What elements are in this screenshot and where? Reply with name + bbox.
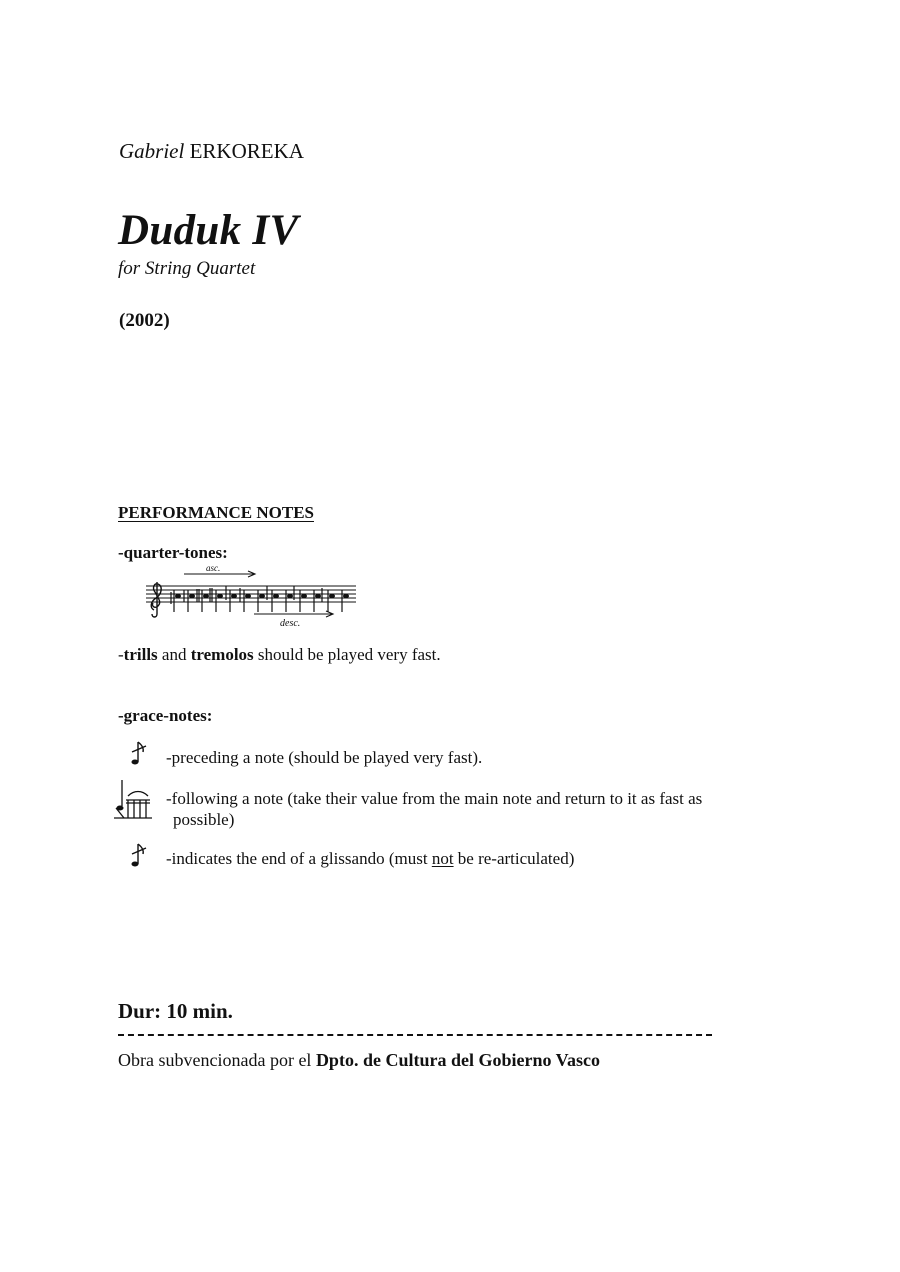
quarter-tones-asc-label: asc. xyxy=(206,563,221,573)
trills-word: trills xyxy=(123,645,158,664)
work-year: (2002) xyxy=(119,310,170,331)
performance-notes-heading: PERFORMANCE NOTES xyxy=(118,503,314,522)
funding-text: Obra subvencionada por el xyxy=(118,1050,316,1070)
composer-last-name: ERKOREKA xyxy=(189,139,304,163)
trills-suffix: should be played very fast. xyxy=(253,645,441,664)
work-title: Duduk IV xyxy=(118,207,299,254)
grace-note-preceding-text: -preceding a note (should be played very fast). xyxy=(166,748,483,767)
trills-and: and xyxy=(157,645,191,664)
grace-note-following-icon xyxy=(112,778,154,824)
dashed-divider xyxy=(118,1034,712,1036)
quarter-tones-label: -quarter-tones: xyxy=(118,543,228,562)
quarter-tones-desc-label: desc. xyxy=(280,618,301,629)
glissando-text-start: -indicates the end of a glissando (must xyxy=(166,849,432,868)
funding-note xyxy=(118,1050,600,1071)
grace-notes-label: -grace-notes: xyxy=(118,706,213,725)
trills-tremolos-note xyxy=(118,645,441,665)
composer-name xyxy=(119,139,304,164)
work-subtitle: for String Quartet xyxy=(118,258,256,279)
duration: Dur: 10 min. xyxy=(118,999,233,1023)
grace-note-glissando-end-icon xyxy=(126,840,152,870)
glissando-text-emphasis: not xyxy=(431,849,454,868)
grace-note-preceding-icon xyxy=(126,738,152,768)
grace-note-glissando-text xyxy=(166,848,574,869)
grace-note-following-line2: possible) xyxy=(173,810,235,829)
quarter-tones-staff-icon xyxy=(136,562,366,630)
trills-prefix: - xyxy=(118,645,124,664)
composer-first-name: Gabriel xyxy=(119,139,185,163)
glissando-text-end: be re-articulated) xyxy=(453,849,575,868)
grace-note-following-line1: -following a note (take their value from the main note and return to it as fast as xyxy=(166,789,703,808)
funding-department: Dpto. de Cultura del Gobierno Vasco xyxy=(315,1050,600,1070)
tremolos-word: tremolos xyxy=(190,645,254,664)
grace-note-following-text xyxy=(166,788,766,830)
